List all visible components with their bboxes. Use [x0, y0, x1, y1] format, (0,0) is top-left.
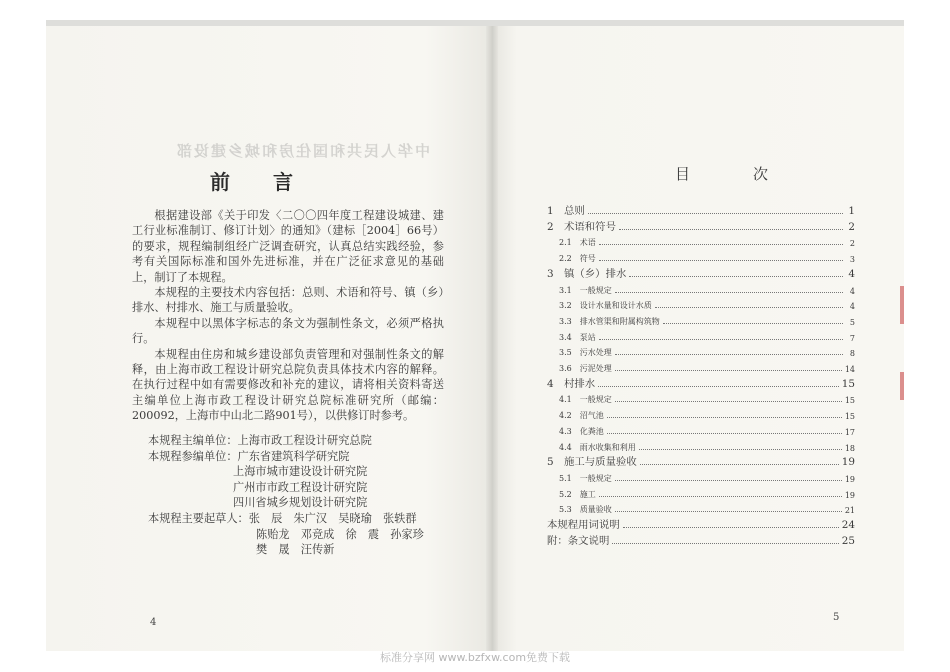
site-watermark: 标准分享网 www.bzfxw.com免费下载	[379, 651, 571, 664]
toc-leader-dots	[623, 527, 839, 528]
toc-entry-page: 19	[841, 456, 855, 469]
drafters-label: 本规程主要起草人：张 辰 朱广汉 吴晓瑜 张轶群	[148, 511, 417, 525]
preface-paragraph: 根据建设部《关于印发〈二〇〇四年度工程建设城建、建工行业标准制订、修订计划〉的通知》（建标［2004］66号）的要求，规程编制组经广泛调查研究，认真总结实践经验，参考有关国际标准和国外先进标准，并在广泛征求意见的基础上，制订了本规程。	[132, 209, 444, 284]
toc-entry-page: 5	[849, 317, 855, 327]
toc-entry	[559, 439, 855, 453]
toc-leader-dots	[639, 449, 842, 450]
toc-entry	[547, 533, 855, 547]
toc-leader-dots	[615, 370, 842, 371]
toc-leader-dots	[615, 480, 842, 481]
toc-entry	[559, 360, 855, 374]
toc-entry-label: 3.4 泵站	[559, 332, 596, 342]
toc-entry	[547, 454, 855, 468]
toc-entry-page: 15	[841, 377, 855, 390]
toc-leader-dots	[588, 213, 843, 214]
toc-entry-label: 4.1 一般规定	[559, 395, 612, 405]
toc-leader-dots	[599, 260, 843, 261]
bleed-through-title: 中华人民共和国住房和城乡建设部	[174, 142, 430, 160]
toc-entry-page: 17	[844, 427, 855, 437]
toc-leader-dots	[599, 496, 842, 497]
toc-entry-page: 21	[844, 506, 855, 516]
toc-entry-page: 7	[849, 333, 855, 343]
preface-paragraph: 本规程的主要技术内容包括：总则、术语和符号、镇（乡）排水、村排水、施工与质量验收。	[132, 286, 444, 315]
toc-entry	[559, 486, 855, 500]
co-editor: 广州市市政工程设计研究院	[233, 480, 368, 494]
toc-entry-label: 1 总则	[547, 205, 585, 217]
toc-entry-label: 5.1 一般规定	[559, 473, 612, 483]
toc-entry-label: 3.5 污水处理	[559, 348, 612, 358]
toc-entry-page: 2	[848, 220, 855, 233]
toc-entry-label: 5.2 施工	[559, 489, 596, 499]
preface-credits	[148, 433, 448, 558]
toc-entry	[559, 391, 855, 405]
preface-paragraph: 本规程中以黑体字标志的条文为强制性条文，必须严格执行。	[132, 316, 444, 346]
toc-leader-dots	[598, 386, 839, 387]
toc-entry-label: 2.2 符号	[559, 254, 596, 264]
toc-entry-page: 19	[844, 490, 855, 500]
toc-entry	[547, 517, 855, 531]
toc-leader-dots	[655, 307, 843, 308]
toc-entry-label: 5 施工与质量验收	[547, 456, 637, 469]
toc-entry-label: 3.3 排水管渠和附属构筑物	[559, 316, 660, 326]
toc-leader-dots	[599, 244, 843, 245]
toc-entry-label: 3 镇（乡）排水	[547, 267, 627, 280]
toc-leader-dots	[607, 433, 842, 434]
toc-entry-label: 4 村排水	[547, 377, 596, 390]
toc-entry	[547, 376, 855, 390]
left-page-number: 4	[150, 617, 157, 628]
toc-entry-page: 15	[844, 412, 855, 422]
toc-entry-label: 本规程用词说明	[547, 519, 620, 531]
toc-entry-page: 4	[848, 267, 855, 280]
toc-leader-dots	[615, 401, 842, 402]
right-page-number: 5	[833, 612, 840, 623]
toc-entry-label: 3.2 设计水量和设计水质	[559, 301, 652, 311]
toc-leader-dots	[612, 543, 838, 544]
toc-entry-page: 19	[844, 474, 855, 484]
toc-entry	[559, 501, 855, 515]
toc-entry-label: 5.3 质量验收	[559, 505, 612, 515]
toc-entry	[547, 266, 855, 280]
toc-entry-label: 2.1 术语	[559, 238, 596, 248]
drafters-line: 陈贻龙 邓竞成 徐 震 孙家珍	[256, 527, 424, 541]
toc-entry-page: 24	[841, 519, 855, 531]
toc-entry-page: 25	[841, 534, 855, 547]
toc-entry	[547, 203, 855, 217]
preface-paragraph: 本规程由住房和城乡建设部负责管理和对强制性条文的解释，由上海市政工程设计研究总院负责具体技术内容的解释。在执行过程中如有需要修改和补充的建议，请将相关资料寄送主编单位上海市政工程设计研究总院标准研究所（邮编：200092，上海市中山北二路901号），以供修订时参考。	[132, 347, 444, 423]
co-editor: 四川省城乡规划设计研究院	[233, 496, 368, 510]
toc-entry	[547, 219, 855, 233]
co-editor-label: 本规程参编单位：广东省建筑科学研究院	[148, 449, 350, 463]
book-gutter	[486, 26, 498, 651]
toc-entry-page: 18	[844, 443, 855, 453]
toc-entry-label: 4.4 雨水收集和利用	[559, 442, 636, 452]
toc-entry-page: 14	[844, 365, 855, 374]
toc-entry	[559, 470, 855, 484]
toc-entry-label: 3.1 一般规定	[559, 285, 612, 295]
toc-entry-label: 4.2 沼气池	[559, 411, 604, 421]
toc-entry-label: 附：条文说明	[547, 534, 610, 547]
toc-entry-page: 2	[849, 239, 855, 249]
toc-entry	[559, 407, 855, 421]
toc-leader-dots	[615, 511, 842, 512]
toc-leader-dots	[640, 464, 839, 465]
chief-editor: 本规程主编单位：上海市政工程设计研究总院	[148, 434, 372, 447]
preface-heading: 前 言	[210, 170, 311, 194]
toc-entry	[559, 329, 855, 343]
toc-entry-page: 1	[848, 205, 855, 217]
toc-entry-label: 2 术语和符号	[547, 220, 616, 233]
toc-entry	[559, 282, 855, 296]
toc-leader-dots	[629, 276, 843, 277]
drafters-line: 樊 晟 汪传新	[256, 543, 335, 557]
toc-entry-page: 4	[849, 302, 855, 312]
toc-entry	[559, 297, 855, 311]
toc-entry	[559, 344, 855, 358]
co-editor: 上海市城市建设设计研究院	[233, 465, 368, 479]
toc-entry	[559, 423, 855, 437]
toc-leader-dots	[599, 339, 843, 340]
toc-entry-page: 4	[849, 286, 855, 296]
toc-entry-label: 3.6 污泥处理	[559, 364, 612, 373]
toc-entry	[559, 313, 855, 327]
toc-entry-label: 4.3 化粪池	[559, 426, 604, 436]
contents-heading: 目 次	[675, 165, 793, 183]
toc-entry-page: 8	[849, 349, 855, 359]
toc-entry-page: 3	[849, 255, 855, 265]
scan-edge-mark	[900, 372, 904, 400]
toc-leader-dots	[663, 323, 843, 324]
toc-entry-page: 15	[844, 396, 855, 406]
toc-entry	[559, 234, 855, 248]
toc-leader-dots	[607, 417, 842, 418]
toc-leader-dots	[615, 354, 843, 355]
toc-leader-dots	[619, 229, 843, 230]
toc-leader-dots	[615, 292, 843, 293]
preface-body	[132, 208, 444, 424]
toc-entry	[559, 250, 855, 264]
scan-edge-mark	[900, 286, 904, 324]
